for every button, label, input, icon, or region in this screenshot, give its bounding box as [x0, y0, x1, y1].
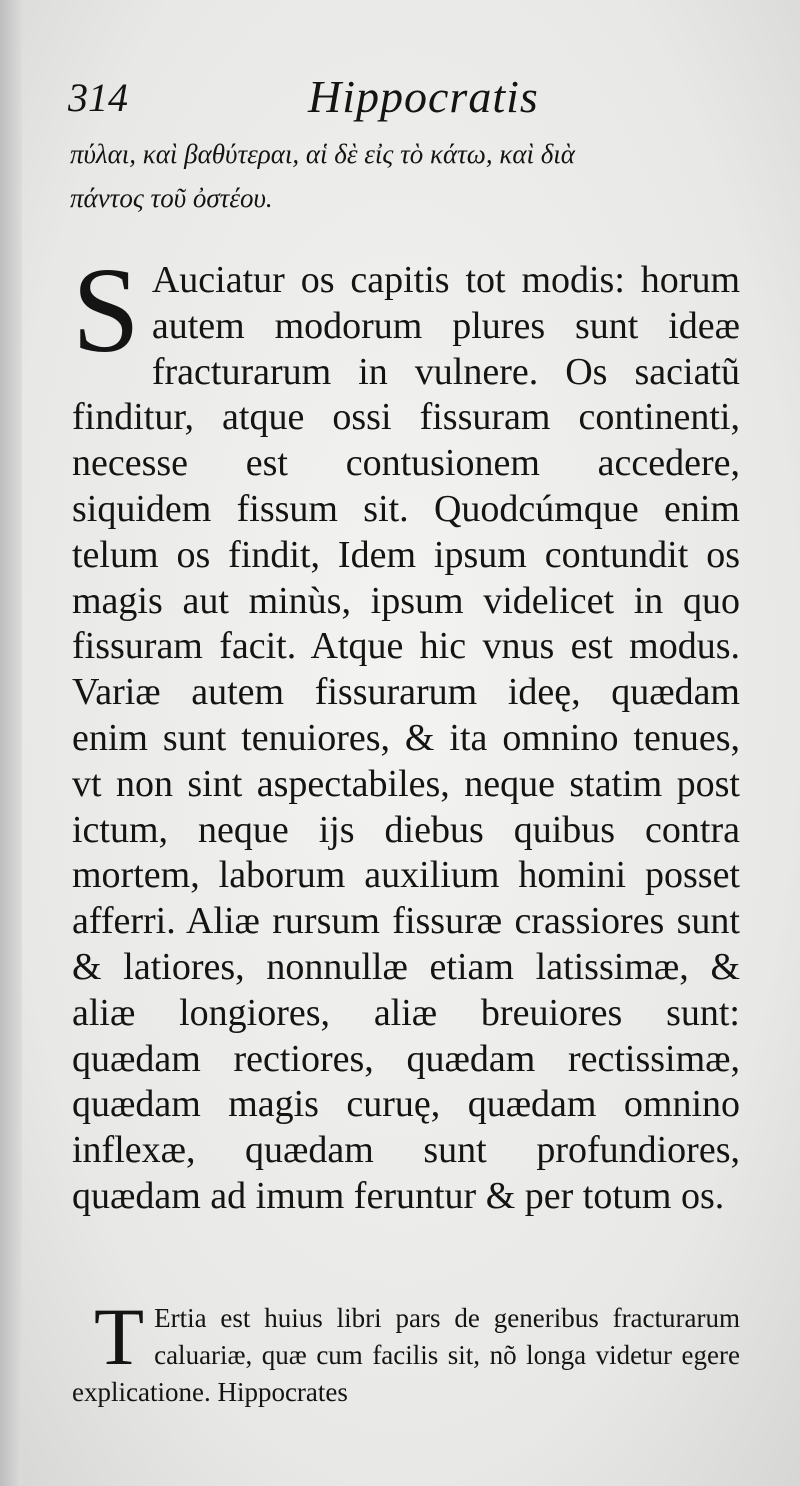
- paragraph-2: [72, 1291, 740, 1411]
- paragraph-text: Ertia est huius libri pars de generibus fracturarum caluariæ, quæ cum facilis sit, nõ longa videtur egere explicatione. Hippocrates: [72, 1303, 740, 1407]
- drop-cap: S: [72, 243, 140, 378]
- greek-line: πύλαι, καὶ βαθύτεραι, αἱ δὲ εἰς τὸ κάτω, καὶ διὰ: [70, 139, 575, 169]
- paragraph-1: [72, 243, 740, 1220]
- page-gutter: [0, 0, 22, 1486]
- running-head: [68, 70, 748, 130]
- paragraph-text: Auciatur os capitis tot modis: horum autem modorum plures sunt ideæ fracturarum in vulnere. Os saciatũ finditur, atque ossi fissuram continenti, necesse est contusionem accedere, siquidem fissum sit. Quodcúmque enim telum os findit, Idem ipsum contundit os magis aut minùs, ipsum videlicet in quo fissuram facit. Atque hic vnus est modus. Variæ autem fissurarum ideę, quædam enim sunt tenuiores, & ita omnino tenues, vt non sint aspectabiles, neque statim post ictum, neque ijs diebus quibus contra mortem, laborum auxilium homini posset afferri. Aliæ rursum fissuræ crassiores sunt & latiores, nonnullæ etiam latissimæ, & aliæ longiores, aliæ breuiores sunt: quædam rectiores, quædam rectissimæ, quædam magis curuę, quædam omnino inflexæ, quædam sunt profundiores, quædam ad imum feruntur & per totum os.: [72, 259, 740, 1217]
- greek-line: πάντος τοῦ ὀστέου.: [70, 183, 273, 213]
- page-number: 314: [68, 75, 128, 120]
- greek-quotation: [70, 132, 760, 220]
- drop-cap: T: [94, 1291, 145, 1382]
- running-title: Hippocratis: [308, 71, 539, 122]
